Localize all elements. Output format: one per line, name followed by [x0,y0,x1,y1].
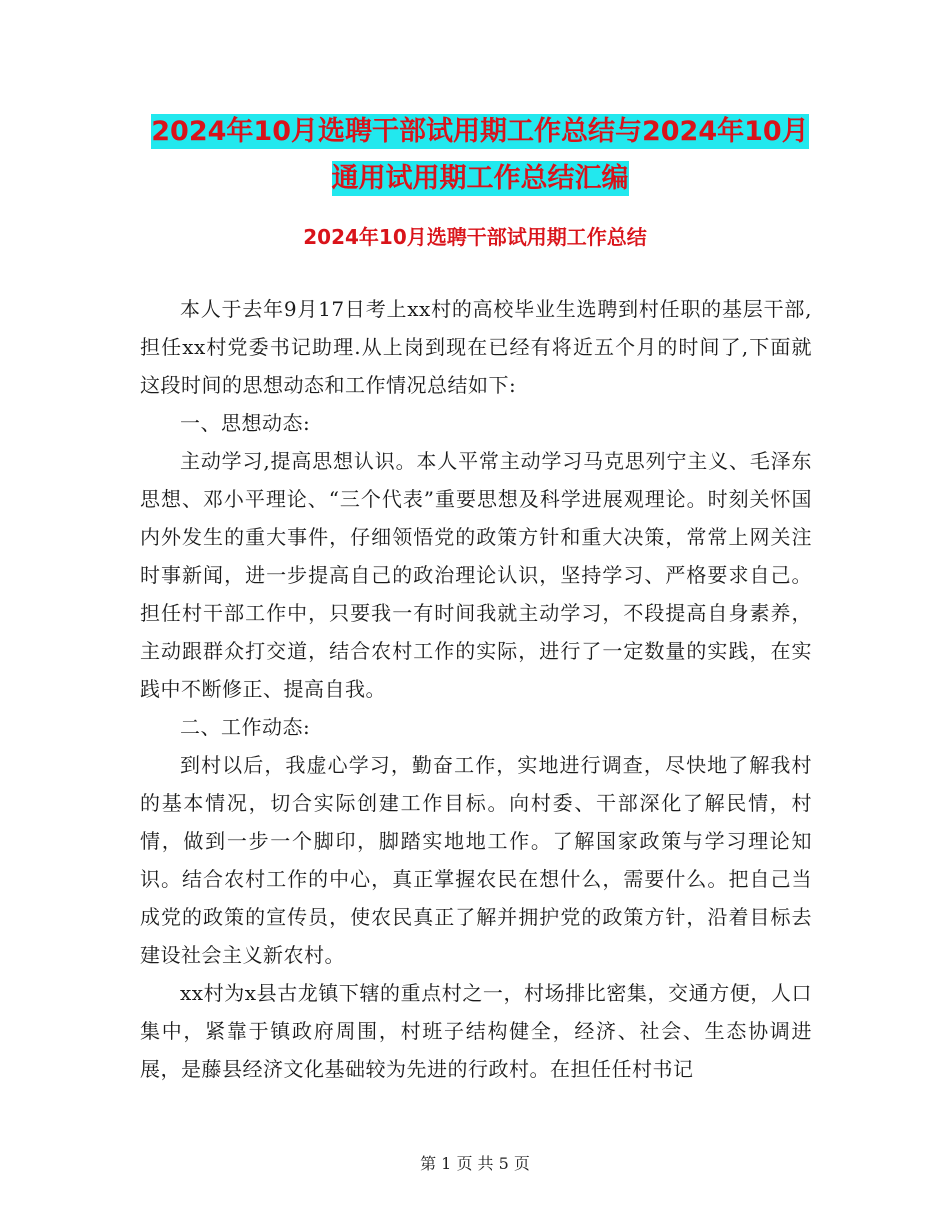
paragraph-intro: 本人于去年9月17日考上xx村的高校毕业生选聘到村任职的基层干部,担任xx村党委书记助理.从上岗到现在已经有将近五个月的时间了,下面就这段时间的思想动态和工作情况总结如下: [140,297,812,397]
document-title [140,108,820,202]
heading-work: 二、工作动态: [180,715,311,739]
title-line-2: 通用试用期工作总结汇编 [331,163,629,194]
title-line-1: 2024年10月选聘干部试用期工作总结与2024年10月 [151,116,809,147]
heading-thought: 一、思想动态: [180,411,311,435]
page-number-footer: 第 1 页 共 5 页 [420,1154,530,1173]
paragraph-work: 到村以后，我虚心学习，勤奋工作，实地进行调查，尽快地了解我村的基本情况，切合实际创建工作目标。向村委、干部深化了解民情，村情，做到一步一个脚印，脚踏实地地工作。了解国家政策与学习理论知识。结合农村工作的中心，真正掌握农民在想什么，需要什么。把自己当成党的政策的宣传员，使农民真正了解并拥护党的政策方针，沿着目标去建设社会主义新农村。 [140,753,812,967]
section-title: 2024年10月选聘干部试用期工作总结 [303,225,647,249]
paragraph-village: xx村为x县古龙镇下辖的重点村之一，村场排比密集，交通方便，人口集中，紧靠于镇政府周围，村班子结构健全，经济、社会、生态协调进展，是藤县经济文化基础较为先进的行政村。在担任任村书记 [140,981,812,1081]
paragraph-thought: 主动学习,提高思想认识。本人平常主动学习马克思列宁主义、毛泽东思想、邓小平理论、“三个代表”重要思想及科学进展观理论。时刻关怀国内外发生的重大事件，仔细领悟党的政策方针和重大决策，常常上网关注时事新闻，进一步提高自己的政治理论认识，坚持学习、严格要求自己。担任村干部工作中，只要我一有时间我就主动学习，不段提高自身素养，主动跟群众打交道，结合农村工作的实际，进行了一定数量的实践，在实践中不断修正、提高自我。 [140,449,812,701]
document-body [140,290,812,1088]
